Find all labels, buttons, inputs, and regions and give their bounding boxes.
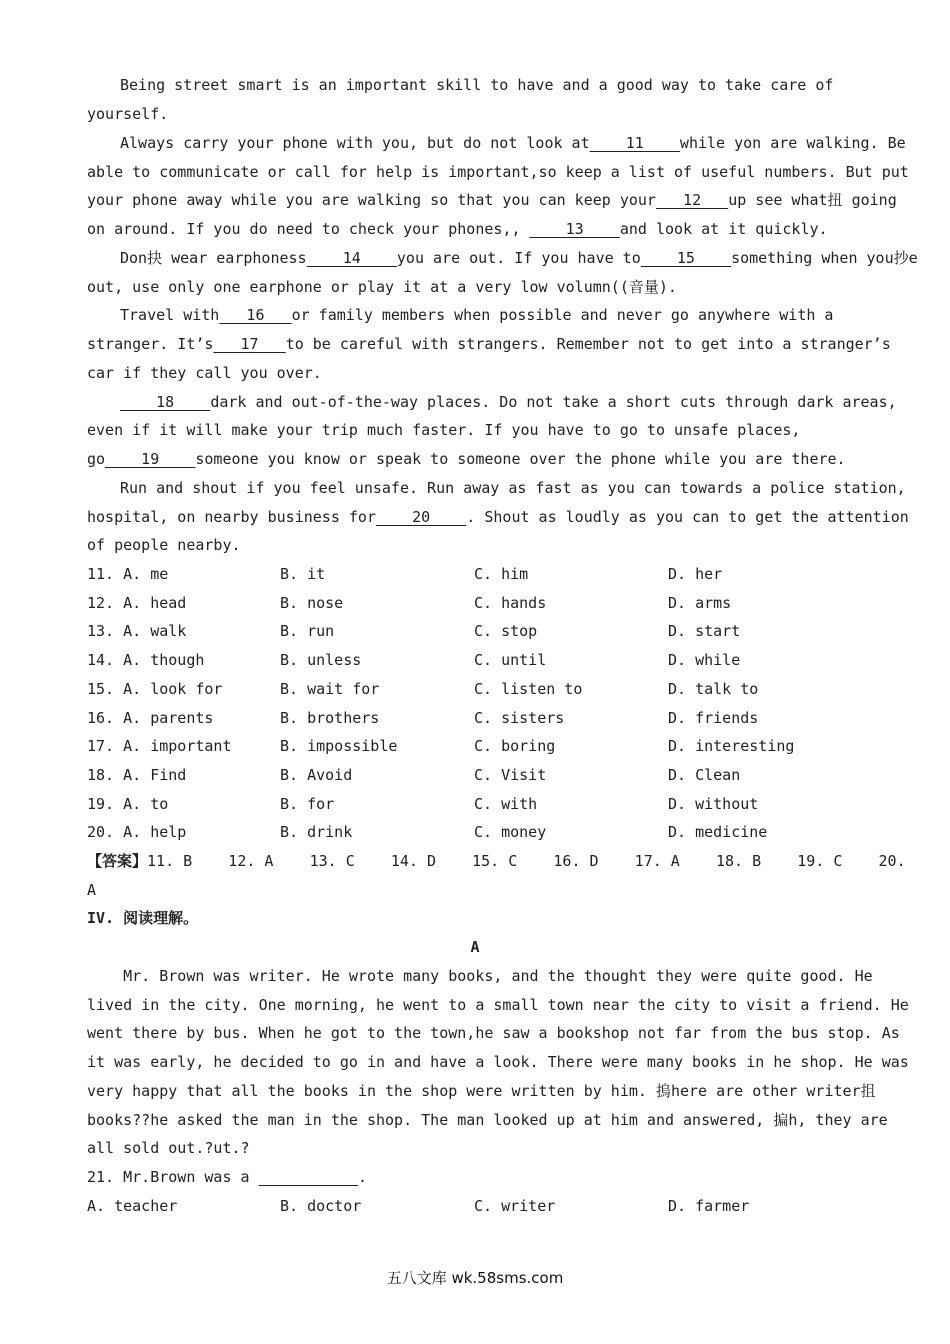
question-16: 16. A. parents [87,709,214,727]
question-14: 14. A. though [87,651,205,669]
footer-watermark: 五八文库 wk.58sms.com [386,1269,564,1287]
option-b: B. it [280,565,326,583]
passage-line: Travel with 16 or family members when possible and never go anywhere with a [120,306,834,324]
answer-key: 【答案】11. B 12. A 13. C 14. D 15. C 16. D 17. A 18. B 19. C 20. [87,852,906,870]
passage-line: out, use only one earphone or play it at a very low volumn((音量). [87,278,677,296]
option-c: C. until [474,651,547,669]
question-11: 11. A. me [87,565,169,583]
passage-line: Don抉 wear earphoness 14 you are out. If you have to 15 something when you抄e [120,249,918,267]
option-d: D. while [668,651,741,669]
option-c: C. hands [474,594,547,612]
option-b: B. for [280,795,335,813]
option-a: A. teacher [87,1197,178,1215]
blank-18: 18 [120,393,211,411]
option-c: C. sisters [474,709,565,727]
blank-17: 17 [213,335,286,353]
blank-12: 12 [655,191,729,209]
option-c: C. money [474,823,547,841]
reading-line: very happy that all the books in the shop were written by him. 摀here are other writer抯 [87,1082,876,1100]
answer-label: 【答案】 [87,852,148,870]
option-b: B. impossible [280,737,398,755]
passage-line: hospital, on nearby business for 20 . Shout as loudly as you can to get the attention [87,508,909,526]
option-b: B. drink [280,823,353,841]
question-21: 21. Mr.Brown was a . [87,1168,367,1186]
reading-line: lived in the city. One morning, he went to a small town near the city to visit a friend. He [87,996,909,1014]
option-d: D. Clean [668,766,741,784]
option-b: B. nose [280,594,344,612]
blank-20: 20 [375,508,467,526]
question-15: 15. A. look for [87,680,223,698]
passage-line: of people nearby. [87,536,241,554]
option-b: B. doctor [280,1197,362,1215]
option-d: D. arms [668,594,732,612]
option-d: D. her [668,565,723,583]
option-c: C. boring [474,737,556,755]
blank-13: 13 [529,220,620,238]
blank-19: 19 [105,450,196,468]
reading-line: it was early, he decided to go in and have a look. There were many books in he shop. He was [87,1053,909,1071]
blank-21 [259,1168,358,1186]
option-b: B. unless [280,651,362,669]
blank-11: 11 [589,134,680,152]
passage-label: A [470,938,480,956]
reading-line: books??he asked the man in the shop. The man looked up at him and answered, 揙h, they are [87,1111,888,1129]
passage-line: car if they call you over. [87,364,322,382]
option-b: B. wait for [280,680,380,698]
option-d: D. start [668,622,741,640]
passage-line: Being street smart is an important skill to have and a good way to take care of [120,76,834,94]
reading-line: Mr. Brown was writer. He wrote many books, and the thought they were quite good. He [87,967,873,985]
passage-line: even if it will make your trip much faster. If you have to go to unsafe places, [87,421,801,439]
passage-line: Always carry your phone with you, but do not look at 11 while yon are walking. Be [120,134,906,152]
option-b: B. brothers [280,709,380,727]
question-12: 12. A. head [87,594,187,612]
question-13: 13. A. walk [87,622,187,640]
option-d: D. medicine [668,823,768,841]
option-c: C. writer [474,1197,556,1215]
reading-line: all sold out.?ut.? [87,1139,250,1157]
option-c: C. listen to [474,680,583,698]
question-17: 17. A. important [87,737,232,755]
question-19: 19. A. to [87,795,169,813]
section-heading: IV. 阅读理解。 [87,909,199,927]
option-b: B. Avoid [280,766,353,784]
option-d: D. talk to [668,680,759,698]
reading-line: went there by bus. When he got to the town,he saw a bookshop not far from the bus stop. As [87,1024,900,1042]
passage-line: able to communicate or call for help is important,so keep a list of useful numbers. But put [87,163,909,181]
passage-line: on around. If you do need to check your phones,, 13 and look at it quickly. [87,220,828,238]
passage-line: stranger. It’s 17 to be careful with strangers. Remember not to get into a stranger’s [87,335,891,353]
blank-15: 15 [640,249,732,267]
passage-line: go 19 someone you know or speak to someone over the phone while you are there. [87,450,846,468]
blank-14: 14 [306,249,397,267]
answer-key-continued: A [87,881,97,899]
passage-line: 18 dark and out-of-the-way places. Do not take a short cuts through dark areas, [120,393,897,411]
option-c: C. Visit [474,766,547,784]
passage-line: yourself. [87,105,169,123]
option-d: D. farmer [668,1197,750,1215]
question-20: 20. A. help [87,823,187,841]
question-18: 18. A. Find [87,766,187,784]
option-d: D. interesting [668,737,795,755]
option-d: D. friends [668,709,759,727]
option-b: B. run [280,622,335,640]
option-c: C. him [474,565,529,583]
blank-16: 16 [219,306,292,324]
passage-line: your phone away while you are walking so that you can keep your 12 up see what扭 going [87,191,897,209]
option-c: C. stop [474,622,538,640]
option-c: C. with [474,795,538,813]
option-d: D. without [668,795,759,813]
passage-line: Run and shout if you feel unsafe. Run away as fast as you can towards a police station, [120,479,906,497]
